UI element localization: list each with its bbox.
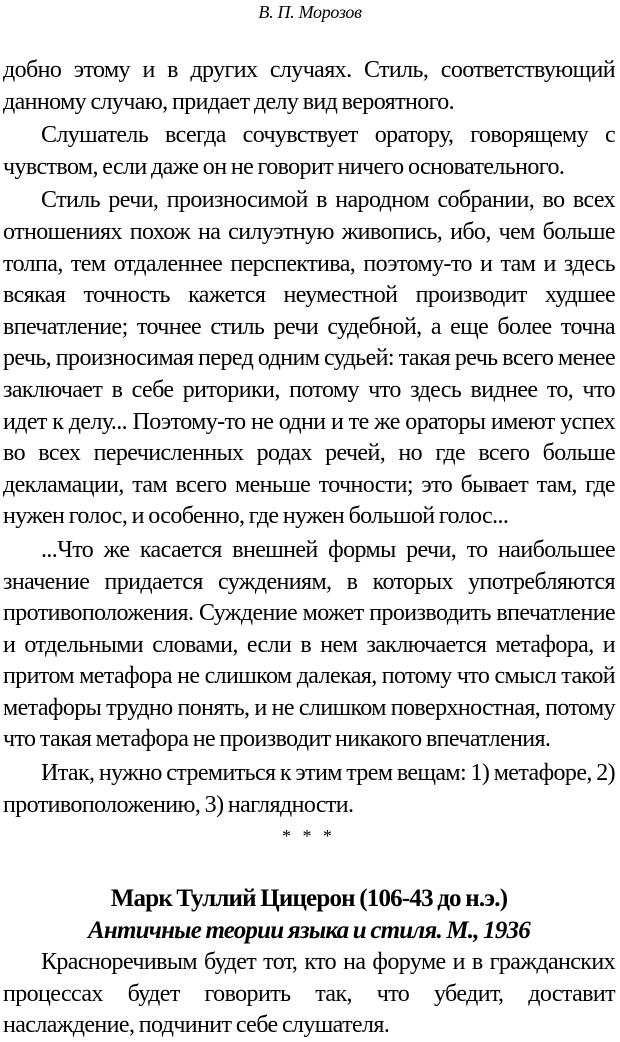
paragraph: Слушатель всегда сочувствует оратору, говорящему с чувством, если даже он не говорит ничего основательного.	[3, 122, 615, 180]
paragraph: Итак, нужно стремиться к этим трем вещам: 1) метафоре, 2) противоположению, 3) наглядности.	[3, 760, 615, 818]
section-separator: * * *	[282, 826, 336, 847]
section-title: Марк Туллий Цицерон (106-43 до н.э.)	[110, 885, 508, 913]
page-body	[3, 55, 615, 1042]
paragraph: ...Что же касается внешней формы речи, то наибольшее значение придается суждениям, в которых употребляются противоположения. Суждение может производить впечатление и отдельными словами, если в нем заключается метафора, и притом метафора не слишком далекая, потому что смысл такой метафоры трудно понять, и не слишком поверхностная, потому что такая метафора не производит никакого впечатления.	[3, 536, 615, 753]
running-header: В. П. Морозов	[258, 2, 362, 22]
paragraph: Красноречивым будет тот, кто на форуме и в гражданских процессах будет говорить так, что убедит, доставит наслаждение, подчинит себе слушателя.	[3, 949, 615, 1039]
paragraph: Стиль речи, произносимой в народном собрании, во всех отношениях похож на силуэтную живопись, ибо, чем больше толпа, тем отдаленнее перспектива, поэтому-то и там и здесь всякая точность кажется неуместной производит худшее впечатление; точнее стиль речи судебной, а еще более точна речь, произносимая перед одним судьей: такая речь всего менее заключает в себе риторики, потому что здесь виднее то, что идет к делу... Поэтому-то не одни и те же ораторы имеют успех во всех перечисленных родах речей, но где всего больше декламации, там всего меньше точности; это бывает там, где нужен голос, и особенно, где нужен большой голос...	[3, 187, 615, 530]
section-source: Античные теории языка и стиля. М., 1936	[88, 917, 530, 945]
paragraph-continuation: добно этому и в других случаях. Стиль, соответствующий данному случаю, придает делу вид вероятного.	[3, 57, 615, 115]
